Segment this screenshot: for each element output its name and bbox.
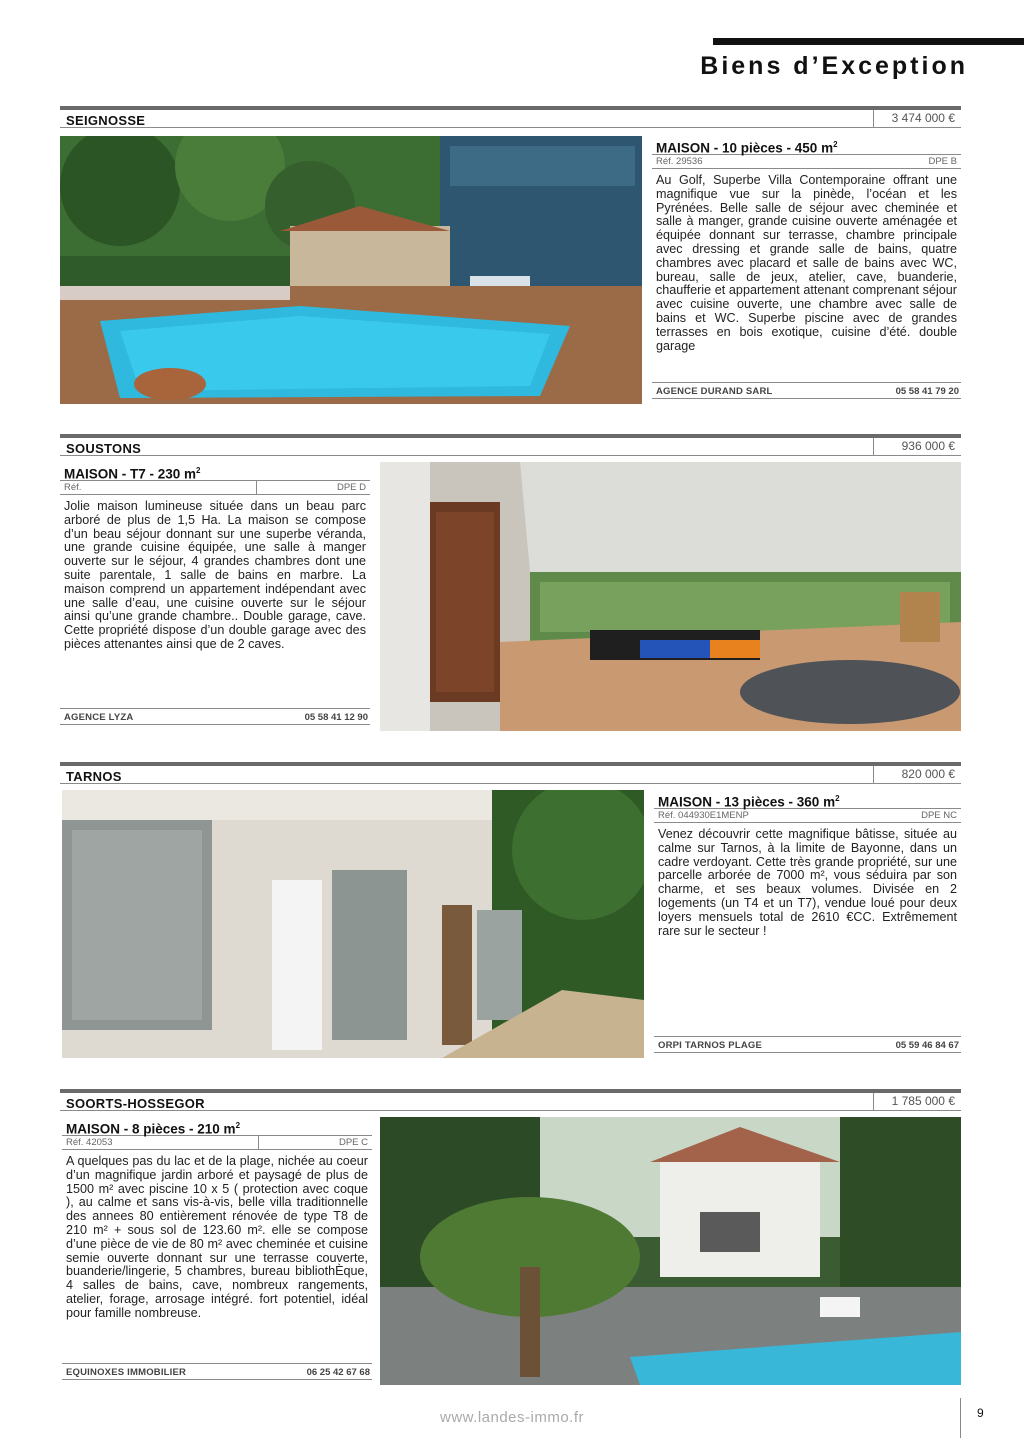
page-number: 9 <box>960 1398 1000 1438</box>
agency-name: AGENCE LYZA <box>64 712 134 723</box>
listing-photo-veranda <box>380 462 961 731</box>
listing-price: 820 000 € <box>873 766 961 783</box>
listing-photo-pool-villa <box>60 136 642 404</box>
agency-phone: 05 58 41 79 20 <box>895 386 959 397</box>
listing-photo-stone-house <box>62 790 644 1058</box>
property-description: Au Golf, Superbe Villa Contemporaine offrant une magnifique vue sur la pinède, l’océan et les Pyrénées. Belle salle de séjour avec cheminée et salle à manger, grande cuisine ouverte aménagée et équipée donnant sur terrasse, chambre principale avec dressing et grande salle de bains, quatre chambres avec placard et salle de bains avec WC, bureau, salle de jeux, atelier, cave, buanderie, chaufferie et appartement attenant comprenant séjour avec cuisine ouverte, une chambre avec salle de bains et WC. Superbe piscine avec de grandes terrasses en bois exotique, cuisine d’été. double garage <box>656 173 957 353</box>
property-dpe: DPE C <box>338 1137 368 1148</box>
listing-price: 1 785 000 € <box>873 1093 961 1110</box>
property-ref: Réf. 044930E1MENP <box>658 810 749 821</box>
property-description: Venez découvrir cette magnifique bâtisse, située au calme sur Tarnos, à la limite de Bayonne, dans un cadre verdoyant. Cette très grande propriété, sur une parcelle arborée de 7000 m², vous séduira par son charme, et ses beaux volumes. Divisée en 2 logements (un T4 et un T7), vendue loué pour deux loyers mensuels total de 2610 €CC. Extrêmement rare sur le secteur ! <box>658 827 957 938</box>
property-meta <box>60 481 370 495</box>
property-dpe: DPE D <box>336 482 366 493</box>
agency-footer <box>654 1036 961 1053</box>
listing-price: 3 474 000 € <box>873 110 961 127</box>
property-type: MAISON - 8 pièces - 210 $m^2$ <box>62 1117 372 1136</box>
agency-name: ORPI TARNOS PLAGE <box>658 1040 763 1051</box>
listing-soorts-hossegor <box>60 1089 961 1389</box>
property-ref: Réf. <box>64 482 82 493</box>
listing-city: TARNOS <box>66 769 122 784</box>
listing-seignosse <box>60 106 961 406</box>
agency-footer <box>652 382 961 399</box>
agency-phone: 05 58 41 12 90 <box>304 712 368 723</box>
listing-photo-garden-villa <box>380 1117 961 1385</box>
listing-soustons <box>60 434 961 734</box>
agency-footer <box>60 708 370 725</box>
meta-divider <box>258 1136 259 1149</box>
listing-header <box>60 106 961 128</box>
meta-divider <box>256 481 257 494</box>
property-type: MAISON - 13 pièces - 360 $m^2$ <box>654 790 961 809</box>
agency-name: EQUINOXES IMMOBILIER <box>66 1367 187 1378</box>
listing-info <box>62 1117 372 1387</box>
listing-tarnos <box>60 762 961 1062</box>
listing-header <box>60 762 961 784</box>
agency-name: AGENCE DURAND SARL <box>656 386 773 397</box>
agency-phone: 05 59 46 84 67 <box>895 1040 959 1051</box>
property-ref: Réf. 42053 <box>66 1137 113 1148</box>
property-meta <box>62 1136 372 1150</box>
property-ref: Réf. 29536 <box>656 156 703 167</box>
property-type: MAISON - T7 - 230 $m^2$ <box>60 462 370 481</box>
listing-info <box>654 790 961 1058</box>
listing-info <box>60 462 370 732</box>
agency-footer <box>62 1363 372 1380</box>
listing-price: 936 000 € <box>873 438 961 455</box>
property-type: MAISON - 10 pièces - 450 $m^2$ <box>652 136 961 155</box>
agency-phone: 06 25 42 67 68 <box>306 1367 370 1378</box>
top-rule <box>713 38 1024 45</box>
website-url: www.landes-immo.fr <box>439 1409 585 1426</box>
property-dpe: DPE B <box>928 156 957 167</box>
listing-info <box>652 136 961 404</box>
property-meta <box>654 809 961 823</box>
property-meta <box>652 155 961 169</box>
property-description: Jolie maison lumineuse située dans un beau parc arboré de plus de 1,5 Ha. La maison se compose d’un beau séjour donnant sur une superbe véranda, une grande cuisine équipée, une salle à manger ouverte sur le séjour, 4 grandes chambres dont une suite parentale, 1 salle de bains en marbre. La maison comprend un appartement indépendant avec une salle d’eau, une cuisine ouverte sur le séjour ainsi qu’une grande chambre.. Double garage, cave. Cette propriété dispose d’un double garage avec des pièces attenantes ainsi que de 2 caves. <box>64 499 366 651</box>
listing-city: SOORTS-HOSSEGOR <box>66 1096 205 1111</box>
listing-header <box>60 1089 961 1111</box>
property-description: A quelques pas du lac et de la plage, nichée au coeur d’un magnifique jardin arboré et paysagé de plus de 1500 m² avec piscine 10 x 5 ( protection avec coque ), au calme et sans vis-à-vis, belle villa traditionnelle des annees 80 entièrement rénovée de type T8 de 210 m² + sous sol de 123.60 m². elle se compose d’une pièce de vie de 80 m² avec cheminée et cuisine semie ouverte donnant sur une terrasse couverte, buanderie/lingerie, 5 chambres, bureau bibliothÈque, 4 salles de bains, cave, nombreux rangements, atelier, forage, arrosage intégré. fort potentiel, idéal pour famille nombreuse. <box>66 1154 368 1320</box>
listing-city: SOUSTONS <box>66 441 142 456</box>
listing-header <box>60 434 961 456</box>
property-dpe: DPE NC <box>921 810 957 821</box>
page-title: Biens d’Exception <box>700 52 968 80</box>
listing-city: SEIGNOSSE <box>66 113 146 128</box>
